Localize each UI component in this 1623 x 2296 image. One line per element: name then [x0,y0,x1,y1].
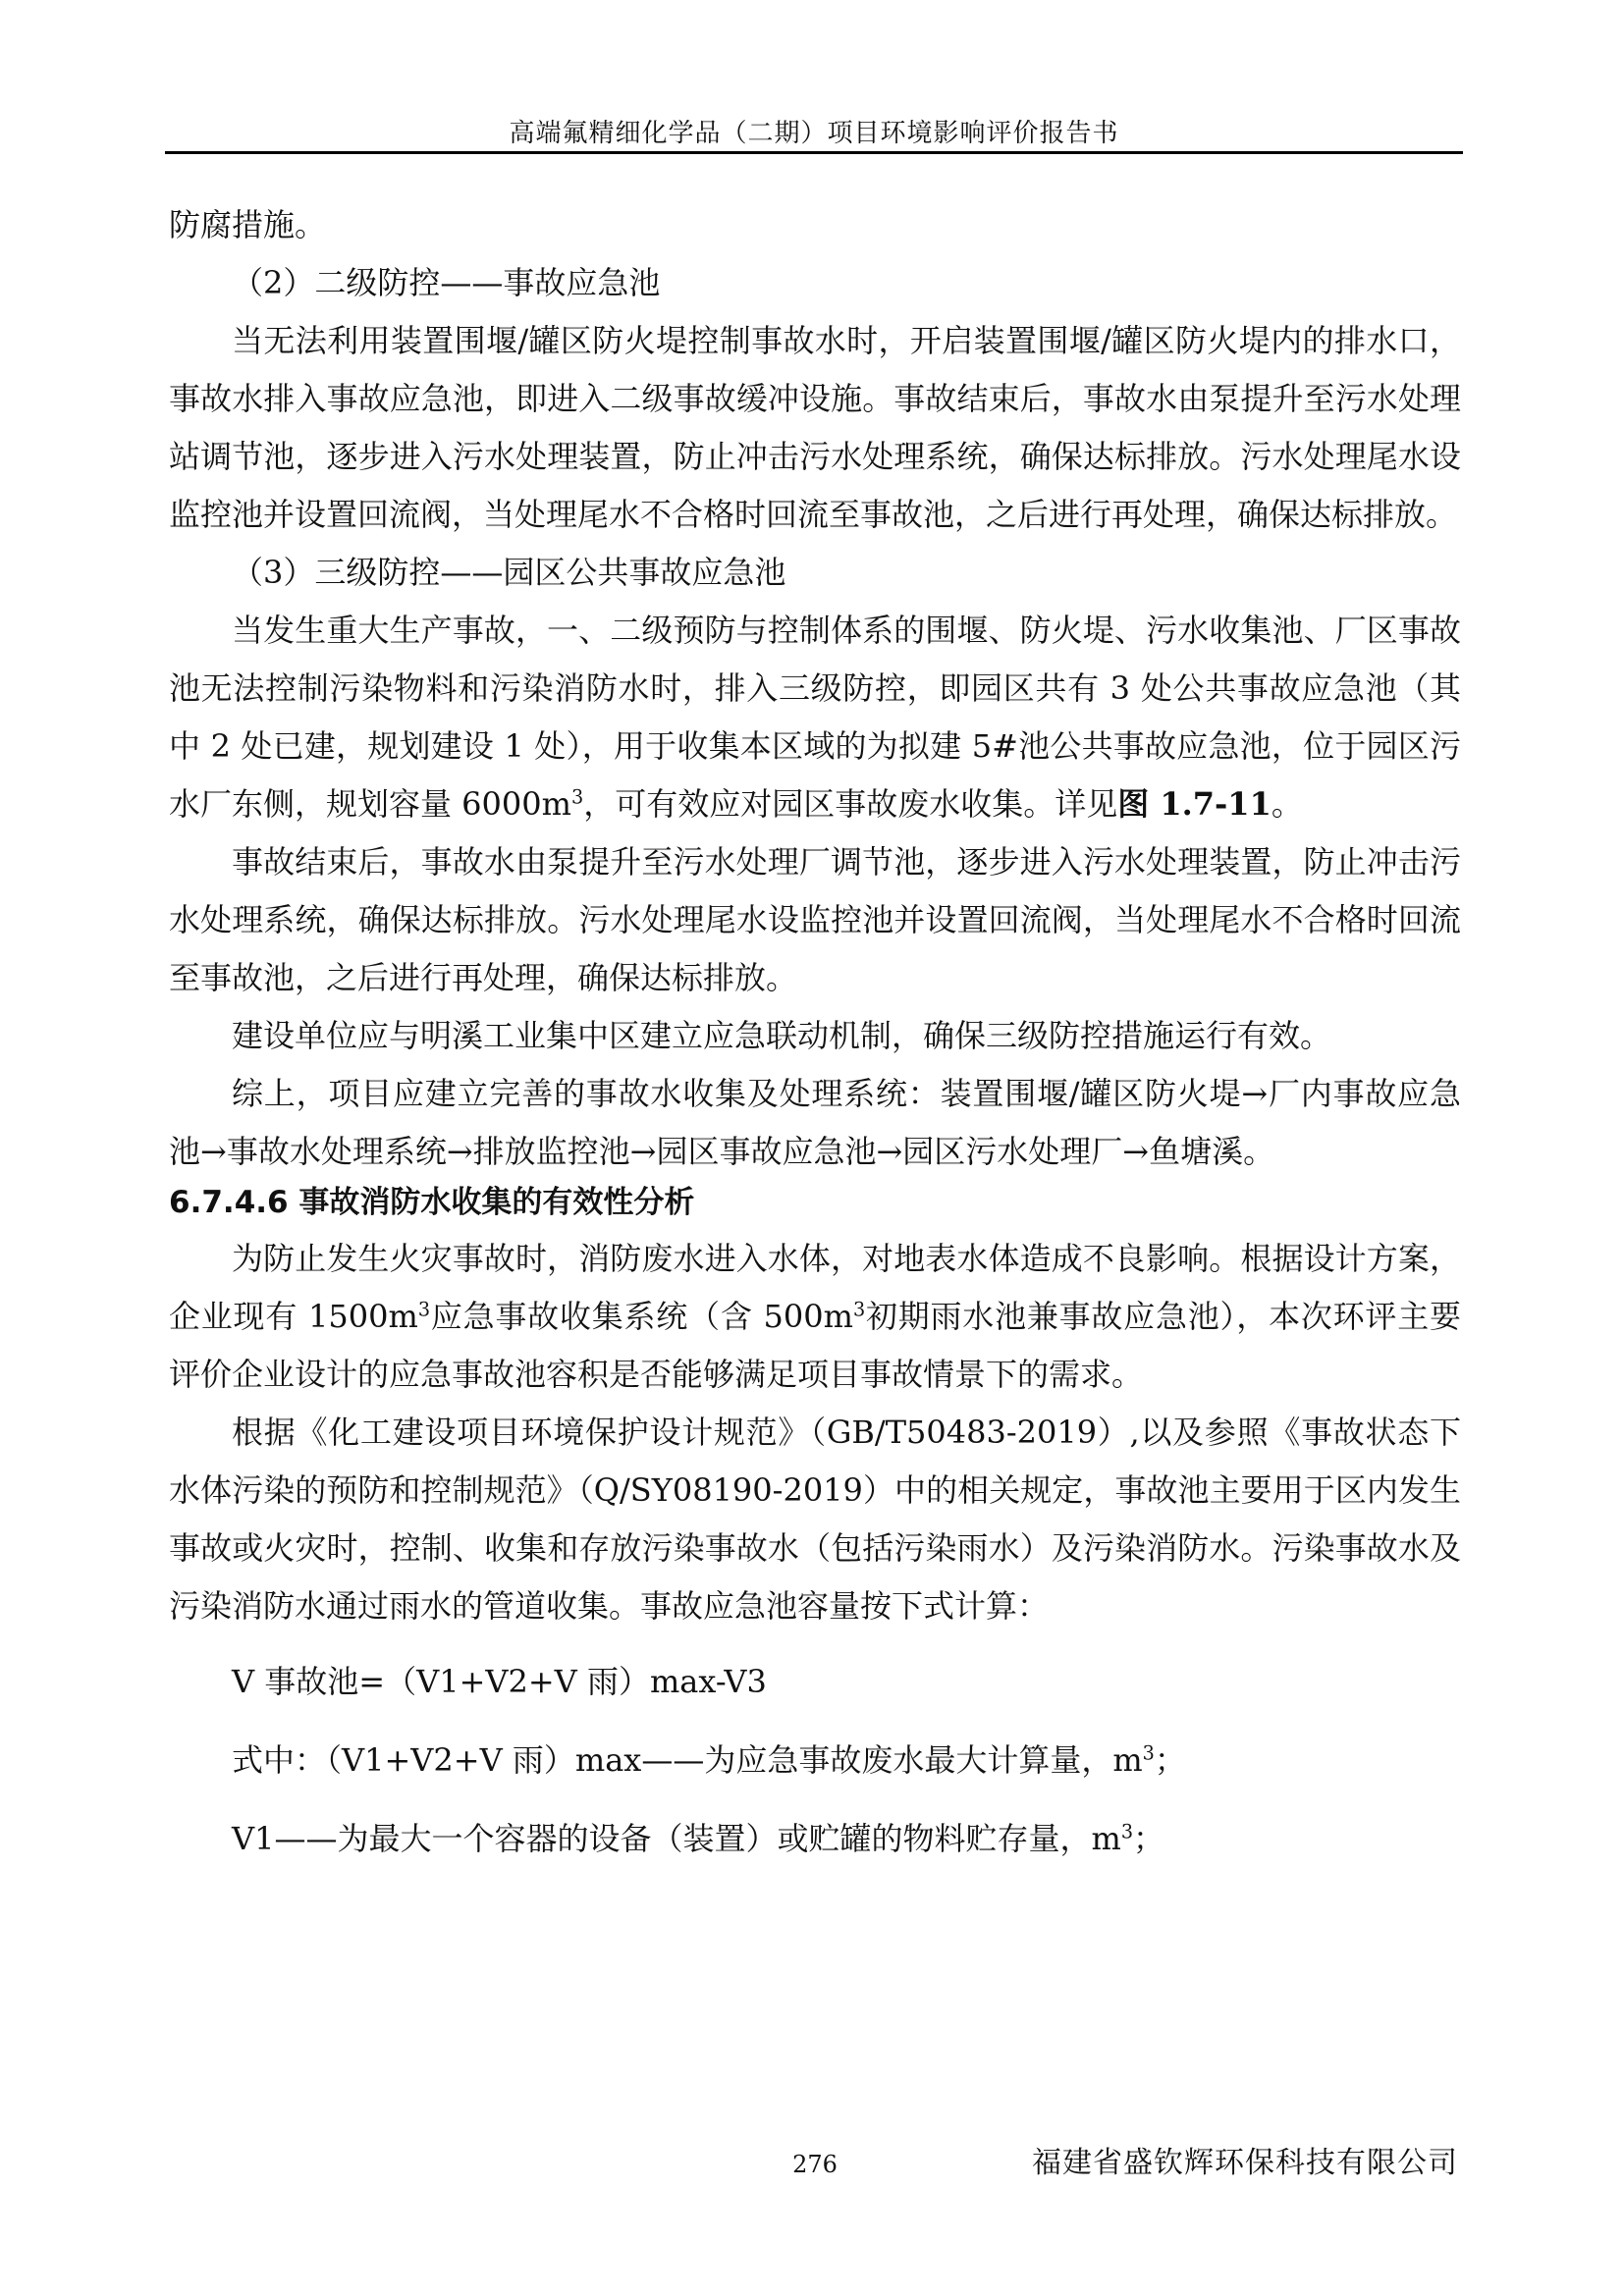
formula-definition: 式中：（V1+V2+V 雨）max——为应急事故废水最大计算量，$m^3$； [232,1741,1186,1779]
paragraph: 事故结束后，事故水由泵提升至污水处理厂调节池，逐步进入污水处理装置，防止冲击污水处理系统，确保达标排放。污水处理尾水设监控池并设置回流阀，当处理尾水不合格时回流至事故池，之后进行再处理，确保达标排放。 [169,843,1461,996]
formula-line: V 事故池=（V1+V2+V 雨）max-V3 [232,1663,767,1700]
section-heading: 6.7.4.6 事故消防水收集的有效性分析 [169,1185,695,1220]
subheading-tertiary-control: （3）三级防控——园区公共事故应急池 [232,554,786,591]
figure-reference: 图 1.7-11 [1117,785,1271,823]
footer-company: 福建省盛钦辉环保科技有限公司 [1032,2146,1458,2180]
paragraph: 防腐措施。 [169,206,327,243]
document-body [169,196,1461,1871]
formula-definition: V1——为最大一个容器的设备（装置）或贮罐的物料贮存量，$m^3$； [232,1820,1165,1857]
paragraph: 当无法利用装置围堰/罐区防火堤控制事故水时，开启装置围堰/罐区防火堤内的排水口，事故水排入事故应急池，即进入二级事故缓冲设施。事故结束后，事故水由泵提升至污水处理站调节池，逐步进入污水处理装置，防止冲击污水处理系统，确保达标排放。污水处理尾水设监控池并设置回流阀，当处理尾水不合格时回流至事故池，之后进行再处理，确保达标排放。 [169,322,1461,533]
page-number: 276 [792,2151,838,2178]
subheading-secondary-control: （2）二级防控——事故应急池 [232,264,661,301]
paragraph: 为防止发生火灾事故时，消防废水进入水体，对地表水体造成不良影响。根据设计方案，企业现有 $1500m^3$应急事故收集系统（含 $500m^3$初期雨水池兼事故应急池），本次环评主要评价企业设计的应急事故池容积是否能够满足项目事故情景下的需求。 [169,1240,1461,1393]
header-divider [165,151,1463,154]
paragraph: 建设单位应与明溪工业集中区建立应急联动机制，确保三级防控措施运行有效。 [232,1017,1332,1054]
paragraph: 根据《化工建设项目环境保护设计规范》（GB/T50483-2019）,以及参照《事故状态下水体污染的预防和控制规范》（Q/SY08190-2019）中的相关规定，事故池主要用于区内发生事故或火灾时，控制、收集和存放污染事故水（包括污染雨水）及污染消防水。污染事故水及污染消防水通过雨水的管道收集。事故应急池容量按下式计算： [169,1414,1461,1625]
running-header: 高端氟精细化学品（二期）项目环境影响评价报告书 [509,119,1119,148]
paragraph: 综上，项目应建立完善的事故水收集及处理系统：装置围堰/罐区防火堤→厂内事故应急池→事故水处理系统→排放监控池→园区事故应急池→园区污水处理厂→鱼塘溪。 [169,1075,1461,1170]
paragraph: 当发生重大生产事故，一、二级预防与控制体系的围堰、防火堤、污水收集池、厂区事故池无法控制污染物料和污染消防水时，排入三级防控，即园区共有 3 处公共事故应急池（其中 2 处已建，规划建设 1 处），用于收集本区域的为拟建 5#池公共事故应急池，位于园区污水厂东侧，规划容量 $6000m^3$，可有效应对园区事故废水收集。详见图 1.7-11。 [169,612,1461,823]
